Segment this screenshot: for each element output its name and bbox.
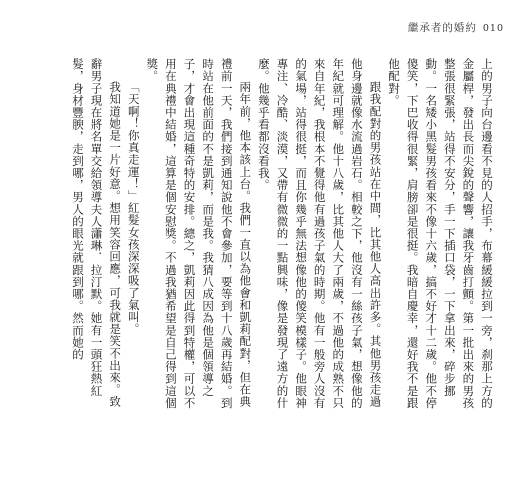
paragraph: 兩年前，他本該上台。我們一直以為他會和凱莉配對，但在典禮前一天，我們接到通知說他不會參加，要等到十八歲再結婚。到時站在他前面的不是凱莉，而是我。我猜八成因為他是個領導之子，才會出現這種奇特的安排。總之，凱莉因此得到特權，可以不用在典禮中結婚，這算是個安慰獎。不過我猶希望是自己得到這個獎。: [145, 58, 253, 409]
paragraph: 跟我配對的男孩站在中間，比其他人高出許多。其他男孩走過他身邊就像水流過岩石。相較之下，他沒有一絲孩子氣，想像他的年紀就可理解。他十八歲，比其他人大了兩歲，不過他的成熟不只來自年紀，我根本不覺得他有過孩子氣的時期。他有一般旁人沒有的氣場，站得很挺，而且你幾乎無法想像他的傻笑模樣子。他眼神專注、冷酷、淡漠，又帶有微微的一點興味，像是發現了遠方的什麼。他幾乎看都沒看我。: [256, 58, 383, 409]
book-title: 繼承者的婚約: [407, 22, 477, 34]
paragraph: 我知道她是一片好意。想用笑容回應，可我就是笑不出來。致辭男子現在將名單交給領導夫人瀟琳．拉汀默。她有一頭狂熱紅髮，身材豐腴，走到哪，男人的眼光就跟到哪。然而她的: [70, 58, 123, 408]
running-header: [408, 20, 504, 35]
paragraph: 「天啊！你真走運！」紅髮女孩深深吸了氣叫。: [126, 81, 141, 336]
paragraph: 上的男子向台邊看不見的人招手，布幕緩緩拉到一旁，刹那上方的金屬桿，發出長而尖銳的聲響，讓我牙齒打顫。第一批出來的男孩整張很緊張，站得不安分，手一下插口袋，一下拿出來，碎步挪動。一名矮小黑髮男孩看來不像十六歲，搞不好才十二歲。他不停傻笑，下巴收得很緊，肩膀卻是很挺。我暗自慶幸，還好我不是跟他配對。: [387, 58, 494, 409]
page-number: 010: [482, 23, 504, 34]
body-text: [26, 58, 496, 418]
